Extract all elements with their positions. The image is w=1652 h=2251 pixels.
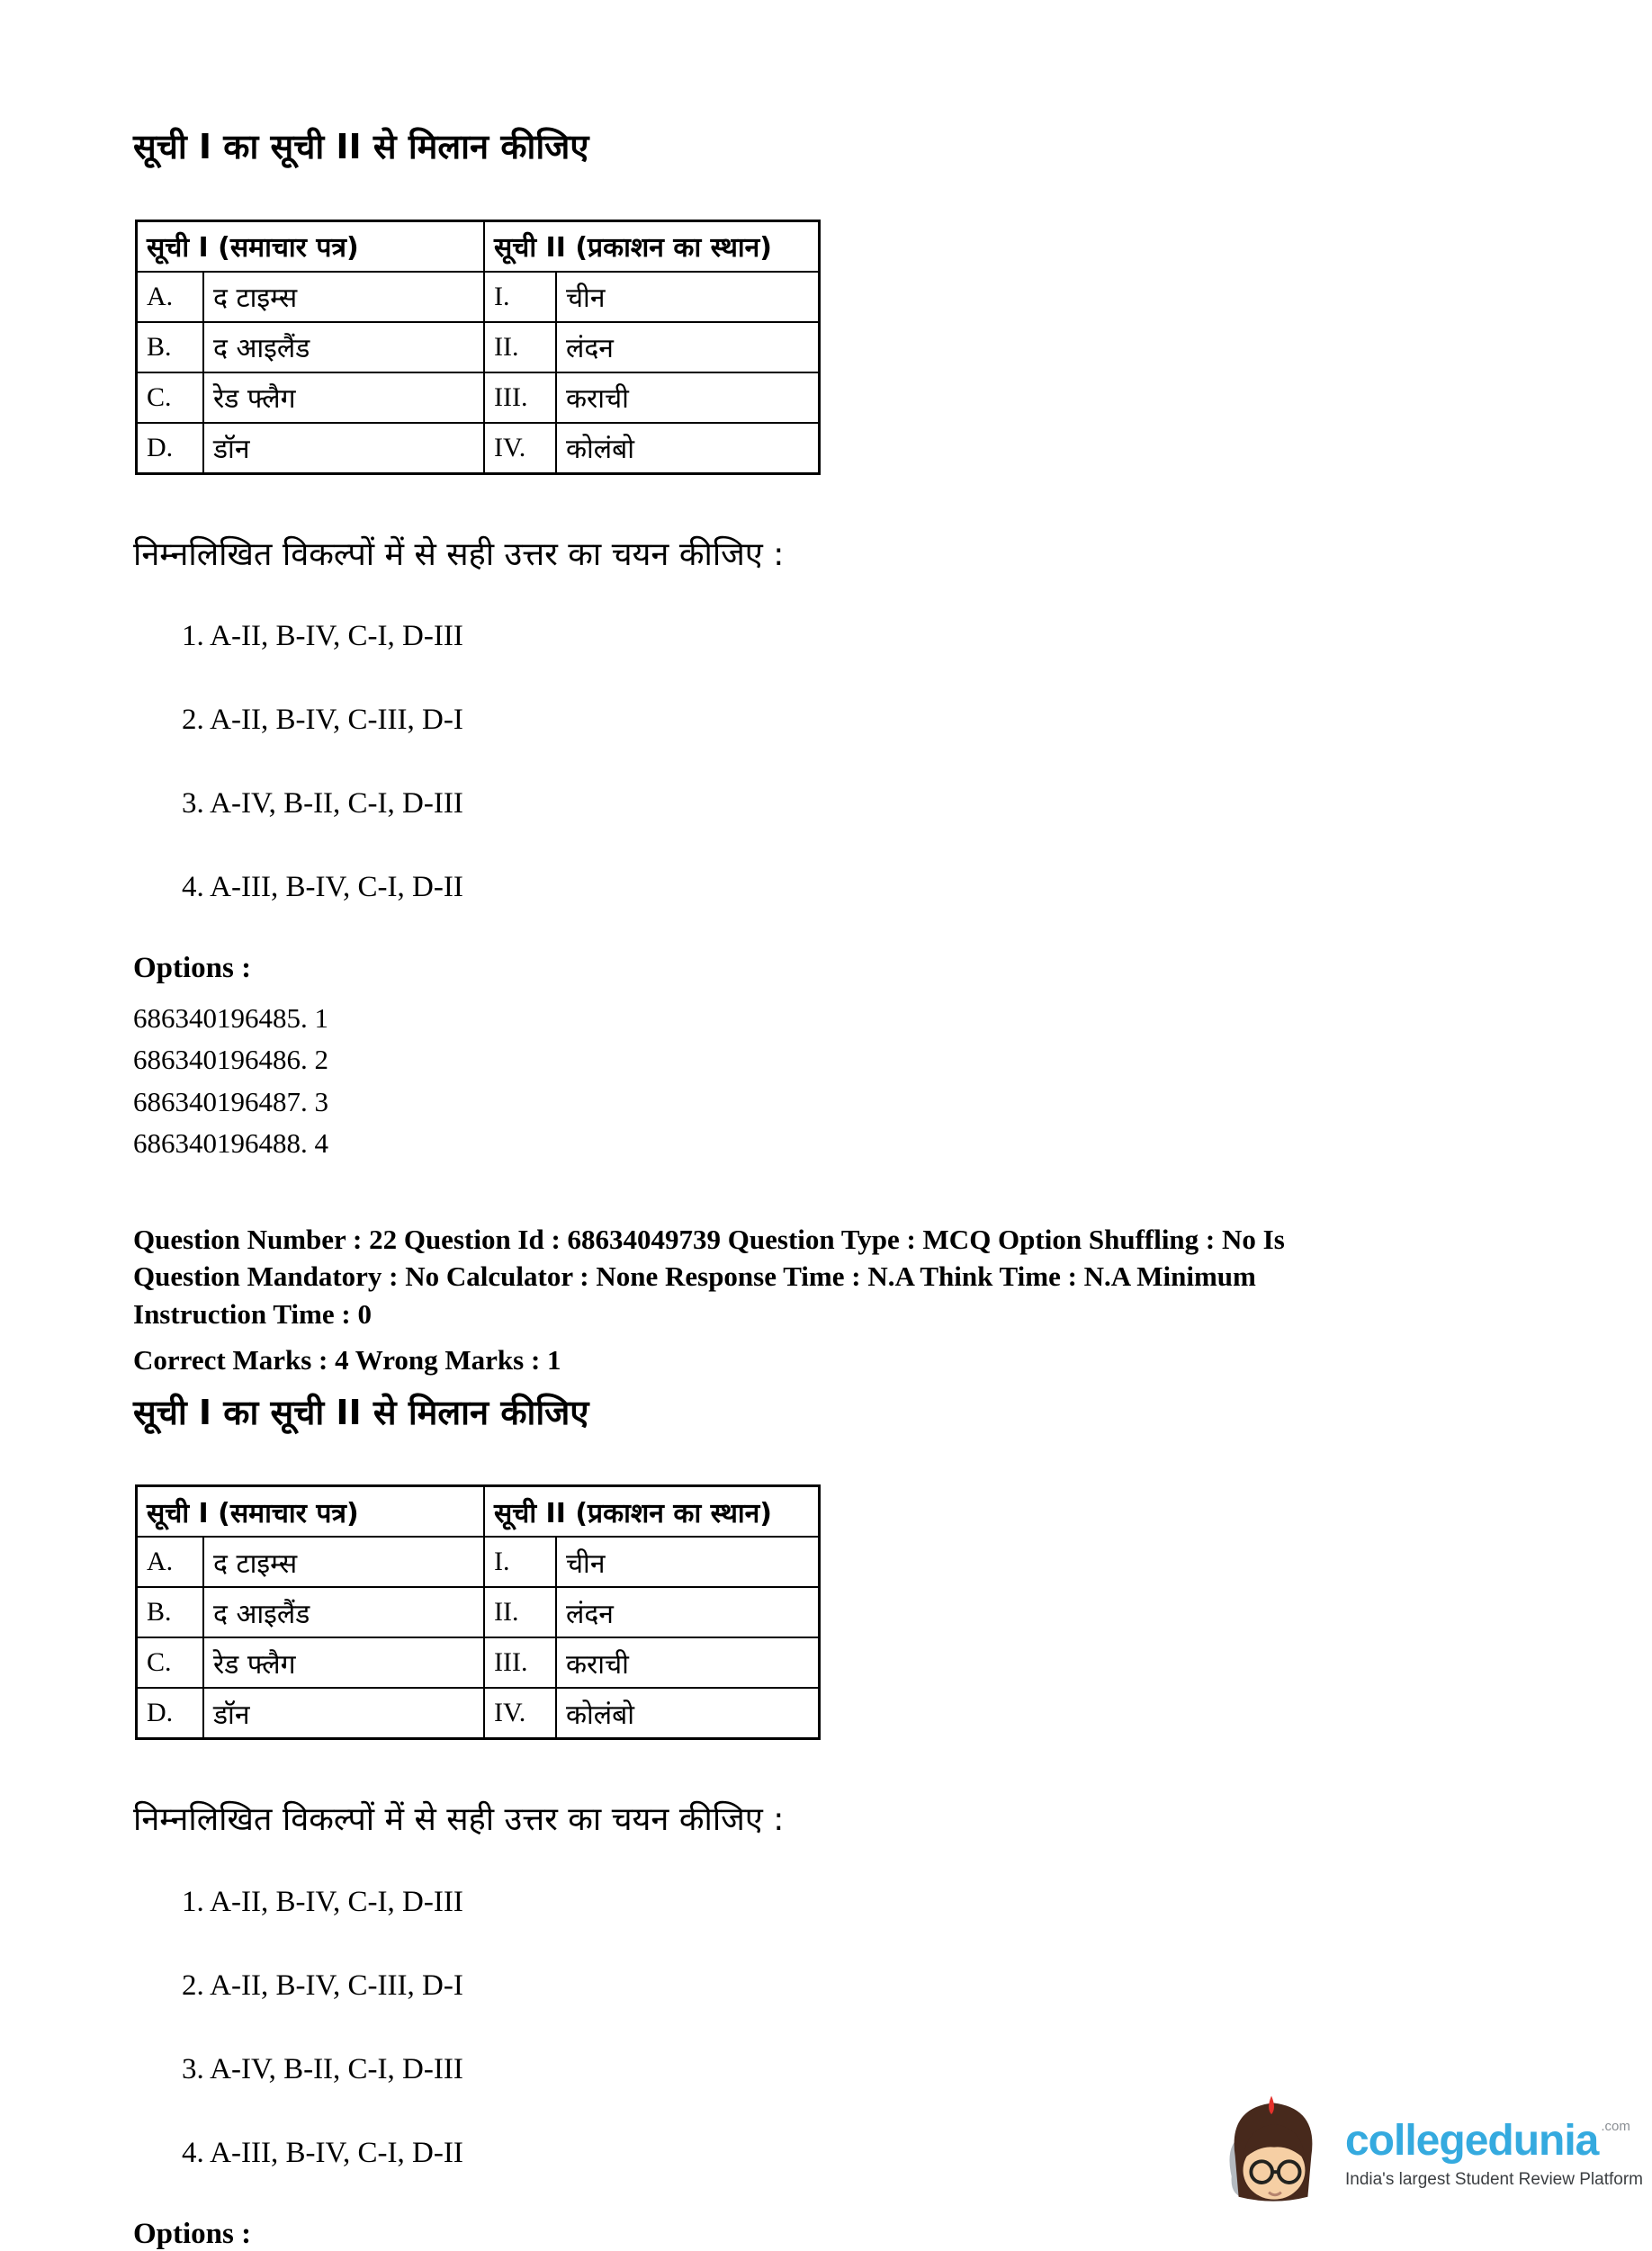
row-place: लंदन — [556, 1587, 820, 1637]
brand-suffix: .com — [1601, 2118, 1630, 2134]
table-row — [137, 423, 820, 474]
row-item: द आइलैंड — [203, 322, 484, 372]
row-place: कराची — [556, 1637, 820, 1688]
brand-tagline: India's largest Student Review Platform — [1344, 2169, 1643, 2189]
marks-line: Correct Marks : 4 Wrong Marks : 1 — [133, 1344, 561, 1377]
row-item: द टाइम्स — [203, 1537, 484, 1587]
row-letter: D. — [137, 1688, 204, 1739]
collegedunia-logo — [1216, 2092, 1643, 2217]
brand-name: collegedunia — [1344, 2116, 1599, 2165]
match-table-2 — [135, 1484, 821, 1740]
row-letter: A. — [137, 1537, 204, 1587]
select-answer-instruction: निम्नलिखित विकल्पों में से सही उत्तर का चयन कीजिए : — [133, 535, 785, 573]
table-row — [137, 372, 820, 423]
table-row — [137, 1537, 820, 1587]
row-letter: B. — [137, 322, 204, 372]
match-lists-heading: सूची I का सूची II से मिलान कीजिए — [133, 127, 589, 166]
row-roman: III. — [484, 372, 556, 423]
row-roman: I. — [484, 272, 556, 322]
choice-4: 4. A-III, B-IV, C-I, D-II — [182, 870, 463, 903]
table-header-list2: सूची II (प्रकाशन का स्थान) — [484, 220, 820, 272]
choice-3: 3. A-IV, B-II, C-I, D-III — [182, 2053, 463, 2086]
table-header-list2: सूची II (प्रकाशन का स्थान) — [484, 1486, 820, 1538]
row-place: कराची — [556, 372, 820, 423]
row-roman: IV. — [484, 423, 556, 474]
row-roman: II. — [484, 322, 556, 372]
row-roman: I. — [484, 1537, 556, 1587]
metadata-line-2: Question Mandatory : No Calculator : None Response Time : N.A Think Time : N.A Minimum — [133, 1260, 1256, 1293]
row-item: रेड फ्लैग — [203, 1637, 484, 1688]
row-item: द टाइम्स — [203, 272, 484, 322]
choice-2: 2. A-II, B-IV, C-III, D-I — [182, 704, 463, 737]
row-item: डॉन — [203, 423, 484, 474]
metadata-line-1: Question Number : 22 Question Id : 68634049739 Question Type : MCQ Option Shuffling : No Is — [133, 1223, 1285, 1255]
row-letter: B. — [137, 1587, 204, 1637]
row-roman: III. — [484, 1637, 556, 1688]
table-header-row — [137, 220, 820, 272]
row-letter: C. — [137, 1637, 204, 1688]
table-row — [137, 1587, 820, 1637]
option-id-1: 686340196485. 1 — [133, 1001, 328, 1034]
brand-row — [1344, 2116, 1643, 2165]
row-letter: D. — [137, 423, 204, 474]
select-answer-instruction: निम्नलिखित विकल्पों में से सही उत्तर का चयन कीजिए : — [133, 1801, 785, 1839]
table-header-row — [137, 1486, 820, 1538]
table-row — [137, 1637, 820, 1688]
option-id-2: 686340196486. 2 — [133, 1044, 328, 1076]
row-place: चीन — [556, 272, 820, 322]
mascot-icon — [1216, 2092, 1331, 2217]
row-roman: II. — [484, 1587, 556, 1637]
choice-4: 4. A-III, B-IV, C-I, D-II — [182, 2136, 463, 2169]
options-label: Options : — [133, 951, 252, 984]
option-id-list — [133, 998, 1517, 1165]
table-header-list1: सूची I (समाचार पत्र) — [137, 1486, 485, 1538]
table-row — [137, 1688, 820, 1739]
row-letter: A. — [137, 272, 204, 322]
option-id-4: 686340196488. 4 — [133, 1127, 328, 1160]
choice-1: 1. A-II, B-IV, C-I, D-III — [182, 1886, 463, 1919]
row-place: कोलंबो — [556, 423, 820, 474]
row-letter: C. — [137, 372, 204, 423]
row-item: डॉन — [203, 1688, 484, 1739]
question-metadata — [133, 1221, 1483, 1379]
choice-1: 1. A-II, B-IV, C-I, D-III — [182, 620, 463, 653]
table-row — [137, 322, 820, 372]
match-lists-heading: सूची I का सूची II से मिलान कीजिए — [133, 1392, 589, 1432]
table-row — [137, 272, 820, 322]
question-block-1 — [133, 126, 1517, 1165]
row-roman: IV. — [484, 1688, 556, 1739]
choice-3: 3. A-IV, B-II, C-I, D-III — [182, 787, 463, 821]
choice-2: 2. A-II, B-IV, C-III, D-I — [182, 1969, 463, 2003]
row-place: चीन — [556, 1537, 820, 1587]
logo-text — [1344, 2116, 1643, 2190]
option-id-3: 686340196487. 3 — [133, 1085, 328, 1117]
row-item: रेड फ्लैग — [203, 372, 484, 423]
table-header-list1: सूची I (समाचार पत्र) — [137, 220, 485, 272]
options-label: Options : — [133, 2217, 252, 2250]
row-place: लंदन — [556, 322, 820, 372]
metadata-line-3: Instruction Time : 0 — [133, 1297, 372, 1330]
match-table-1 — [135, 220, 821, 475]
row-item: द आइलैंड — [203, 1587, 484, 1637]
choice-list — [133, 617, 1517, 907]
row-place: कोलंबो — [556, 1688, 820, 1739]
